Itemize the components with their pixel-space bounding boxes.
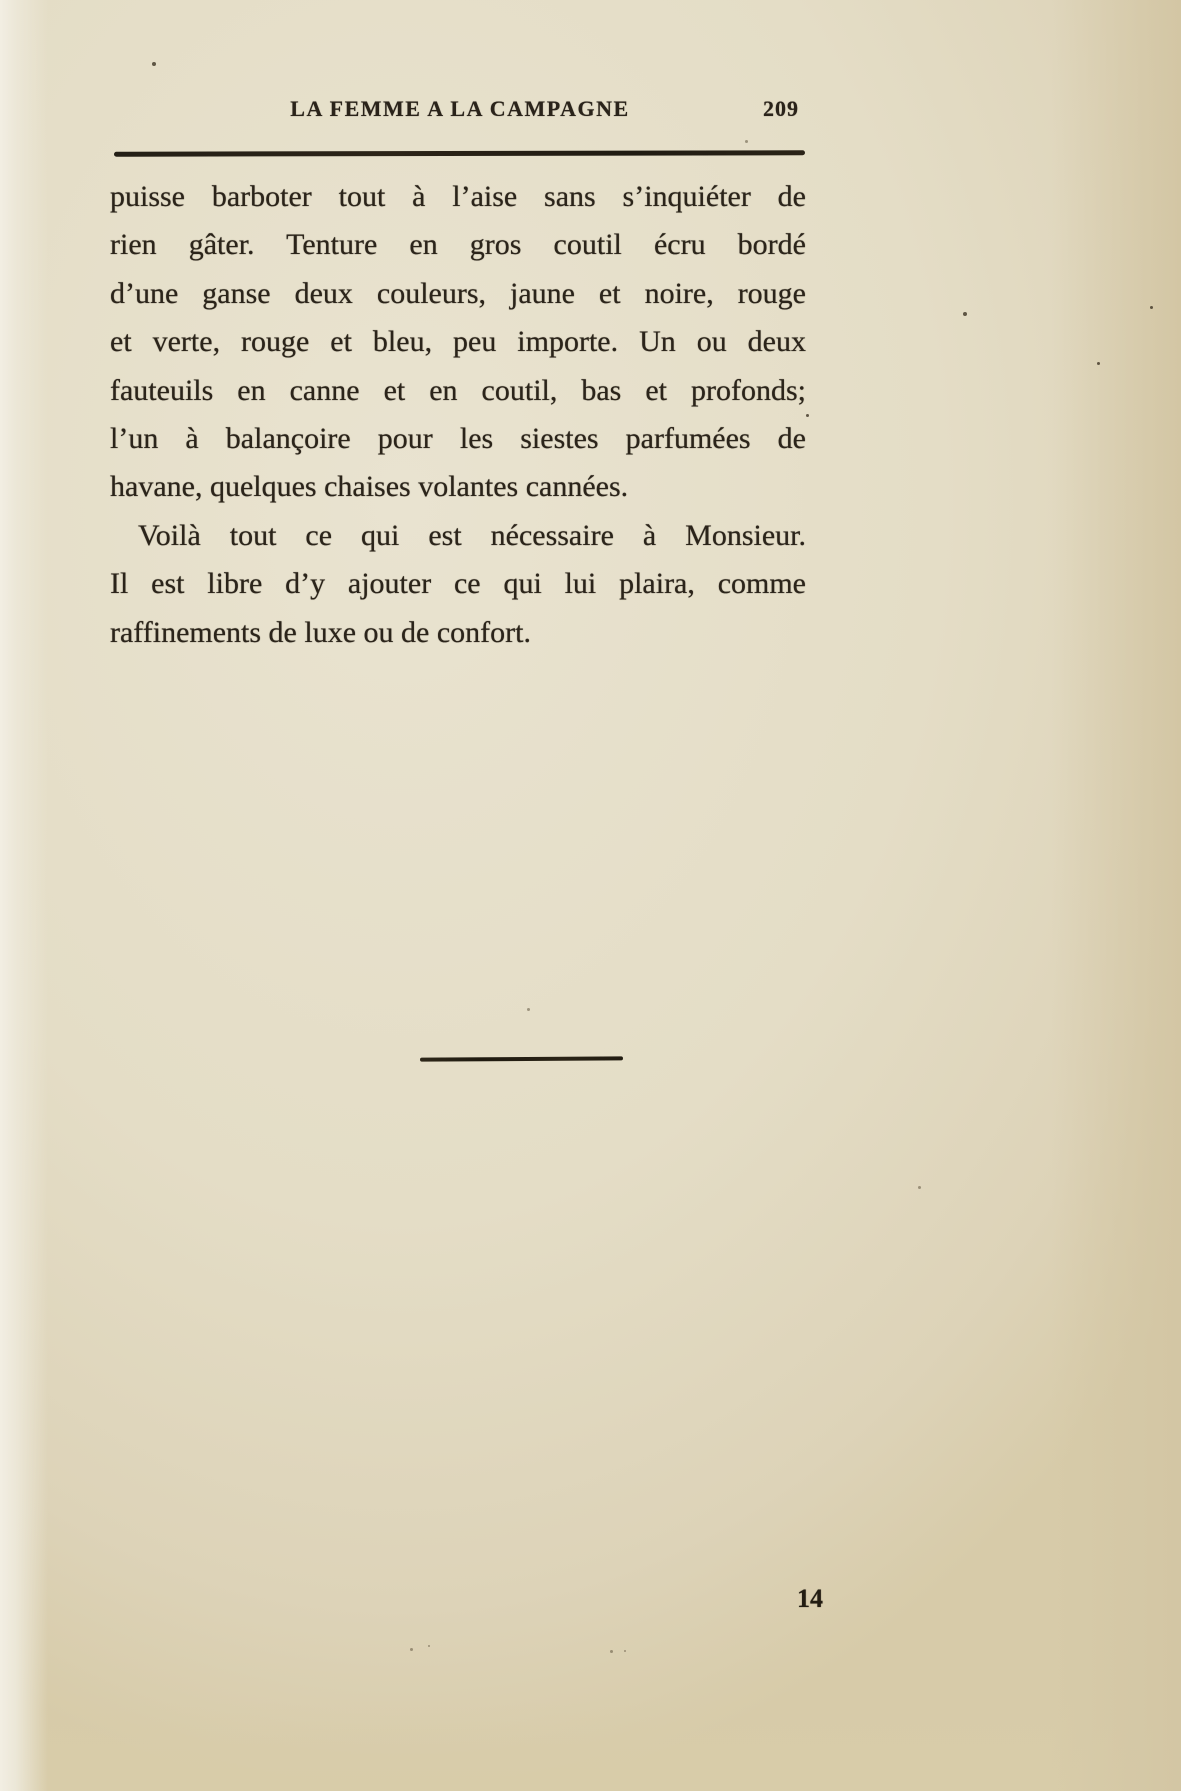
- signature-mark: 14: [797, 1584, 823, 1613]
- paper-speck: [624, 1650, 626, 1652]
- text-line: fauteuils en canne et en coutil, bas et profonds;: [110, 373, 806, 407]
- running-header-title: LA FEMME A LA CAMPAGNE: [290, 96, 630, 121]
- paper-speck: [918, 1186, 921, 1189]
- paper-speck: [963, 312, 967, 316]
- section-divider-rule: [420, 1056, 623, 1061]
- paper-speck: [745, 140, 748, 143]
- paper-speck: [1097, 362, 1100, 365]
- text-line: d’une ganse deux couleurs, jaune et noire, rouge: [110, 276, 806, 310]
- paper-speck: [610, 1650, 613, 1653]
- paper-speck: [152, 62, 156, 66]
- text-line: Il est libre d’y ajouter ce qui lui plaira, comme: [110, 567, 806, 601]
- paper-speck: [806, 414, 809, 417]
- paper-speck: [527, 1008, 530, 1011]
- paper-speck: [410, 1648, 413, 1651]
- running-header: [115, 96, 805, 132]
- text-line: Voilà tout ce qui est nécessaire à Monsieur.: [138, 518, 806, 552]
- paper-speck: [1150, 306, 1153, 309]
- body-text-block: [110, 173, 806, 657]
- text-line: raffinements de luxe ou de confort.: [110, 615, 531, 649]
- text-line: l’un à balançoire pour les siestes parfumées de: [110, 421, 806, 455]
- text-line: et verte, rouge et bleu, peu importe. Un ou deux: [110, 325, 806, 359]
- header-rule: [114, 150, 805, 156]
- text-line: puisse barboter tout à l’aise sans s’inquiéter de: [110, 180, 806, 213]
- text-line: rien gâter. Tenture en gros coutil écru bordé: [110, 228, 806, 262]
- paper-speck: [428, 1645, 430, 1647]
- page-number: 209: [763, 96, 799, 121]
- text-line: havane, quelques chaises volantes cannées.: [110, 470, 629, 504]
